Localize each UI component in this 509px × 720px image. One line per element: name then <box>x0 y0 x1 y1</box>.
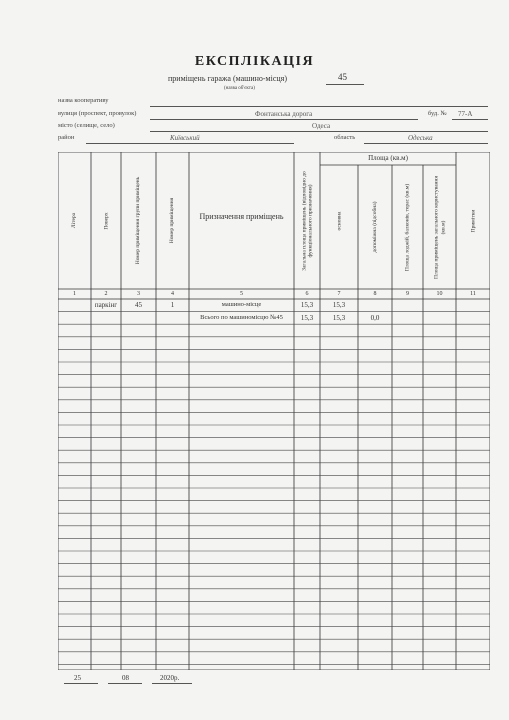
table-cell: 0,0 <box>370 313 380 322</box>
region-underline <box>364 143 488 144</box>
city-underline <box>150 131 488 132</box>
subtitle-underline <box>326 84 364 85</box>
subtitle-text: приміщень гаража (машино-місця) <box>168 74 288 83</box>
column-header-3: Номер приміщення групи приміщень <box>135 176 142 265</box>
district-label: район <box>58 134 75 141</box>
column-number-11: 11 <box>470 291 476 297</box>
table-cell: 15,3 <box>332 301 346 309</box>
column-header-7: основна <box>335 211 342 231</box>
column-header-2: Поверх <box>102 211 109 230</box>
column-number-6: 6 <box>305 291 309 297</box>
table-cell: 1 <box>170 301 175 309</box>
footer-day-underline <box>64 683 98 684</box>
area-group-header: Площа (кв.м) <box>368 154 408 162</box>
column-header-4: Номер приміщення <box>169 197 176 244</box>
footer-year: 2020р. <box>160 674 180 682</box>
explication-table <box>58 152 490 670</box>
street-label: вулиця (проспект, провулок) <box>58 110 137 117</box>
complex-label: назва кооперативу <box>58 97 109 104</box>
table-cell: паркінг <box>94 301 118 309</box>
city-label: місто (селище, село) <box>58 122 115 129</box>
table-cell: машино-місце <box>221 301 262 308</box>
building-underline <box>452 119 488 120</box>
column-header-1: Літера <box>71 212 78 229</box>
footer-year-underline <box>152 683 192 684</box>
region-value: Одеська <box>408 134 433 142</box>
table-cell: 15,3 <box>300 301 314 309</box>
column-number-2: 2 <box>104 291 108 297</box>
street-underline <box>150 119 418 120</box>
footer-month: 08 <box>122 674 129 682</box>
building-label: буд. № <box>428 110 447 117</box>
table-cell: 45 <box>135 301 142 309</box>
column-number-3: 3 <box>137 291 140 297</box>
footer-day: 25 <box>74 674 81 682</box>
column-number-9: 9 <box>406 291 409 297</box>
subtitle-note: (назва об'єкта) <box>224 86 255 91</box>
column-number-8: 8 <box>373 291 377 297</box>
footer-month-underline <box>108 683 142 684</box>
column-number-7: 7 <box>337 291 341 297</box>
column-header-5: Призначення приміщень <box>199 211 284 221</box>
table-cell: 15,3 <box>300 313 314 322</box>
document-subtitle <box>168 72 347 83</box>
document-title: ЕКСПЛІКАЦІЯ <box>194 54 315 69</box>
column-number-1: 1 <box>73 291 76 297</box>
complex-underline <box>150 106 488 107</box>
building-value: 77-А <box>458 110 473 118</box>
column-header-11: Примітки <box>469 209 476 232</box>
column-number-5: 5 <box>240 291 243 297</box>
region-label: область <box>334 134 356 141</box>
district-underline <box>86 143 294 144</box>
column-header-6: Загальна площа приміщень (відповідно до функціонального призначення) <box>300 170 313 271</box>
district-value: Київський <box>170 134 200 142</box>
subtitle-number: 45 <box>338 72 347 82</box>
table-cell: Всього по машиномісцю №45 <box>200 313 283 321</box>
city-value: Одеса <box>312 122 331 130</box>
column-header-8: допоміжна (підсобна) <box>371 201 378 253</box>
column-header-10: Площа приміщень загального користування (кв.м) <box>433 175 446 279</box>
column-number-4: 4 <box>171 291 174 297</box>
column-header-9: Площа лоджій, балконів, терас (кв.м) <box>404 183 411 271</box>
street-value: Фонтанська дорога <box>255 110 313 118</box>
column-number-10: 10 <box>436 291 443 297</box>
table-cell: 15,3 <box>332 313 346 322</box>
